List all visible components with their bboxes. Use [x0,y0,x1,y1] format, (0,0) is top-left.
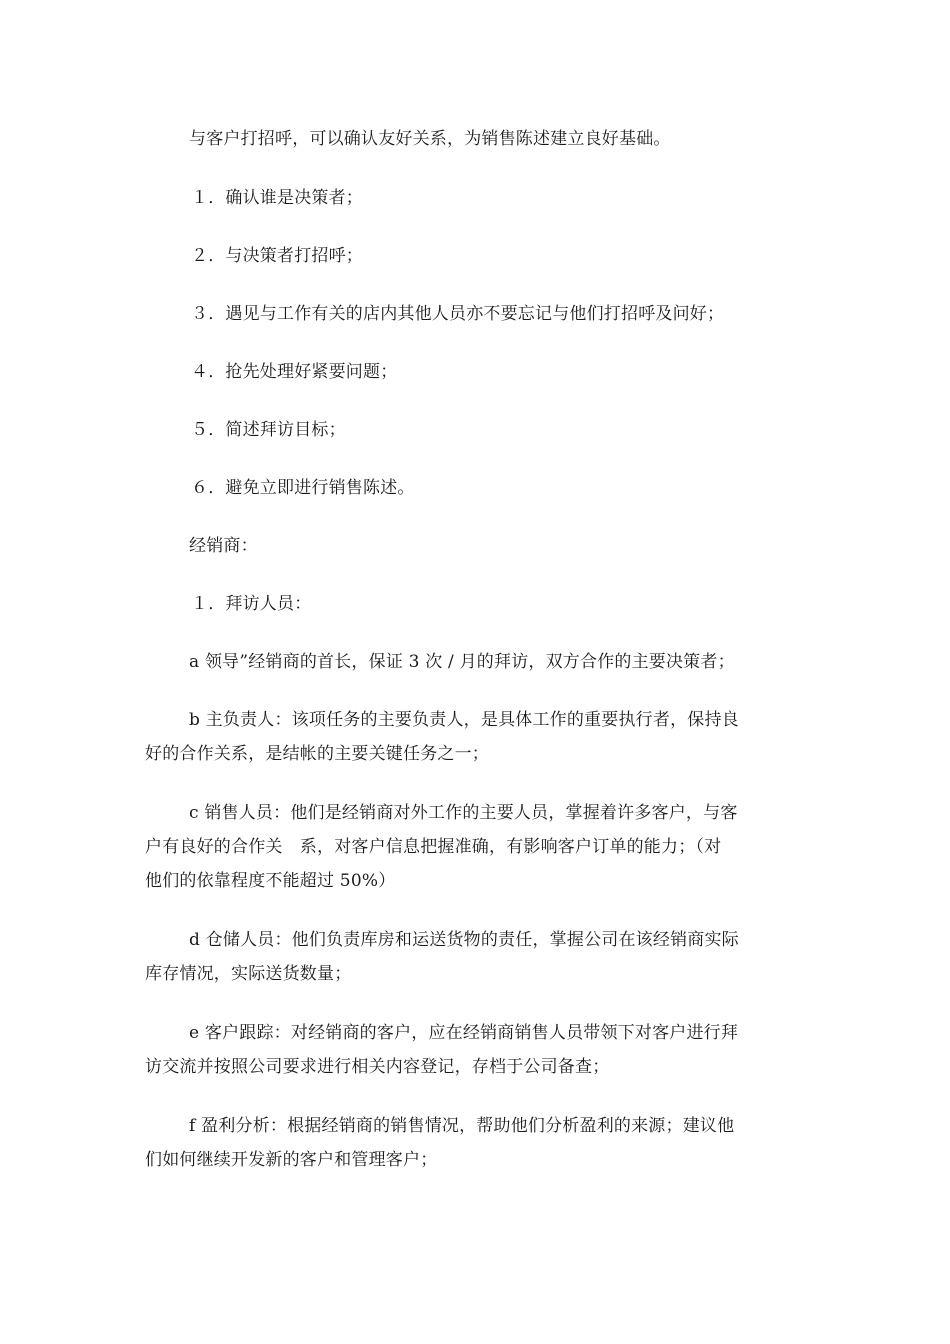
step-3: ３．遇见与工作有关的店内其他人员亦不要忘记与他们打招呼及问好； [191,304,725,324]
item-f-line-1: f 盈利分析：根据经销商的销售情况，帮助他们分析盈利的来源；建议他 [189,1116,735,1136]
item-e-line-2: 访交流并按照公司要求进行相关内容登记，存档于公司备查； [145,1057,610,1077]
item-c-line-1: c 销售人员：他们是经销商对外工作的主要人员，掌握着许多客户，与客 [189,803,738,823]
dealer-item-1: １．拜访人员： [191,594,312,614]
item-c-line-3: 他们的依靠程度不能超过 50%） [145,871,396,891]
item-b-line-2: 好的合作关系，是结帐的主要关键任务之一； [145,744,489,764]
step-6: ６．避免立即进行销售陈述。 [191,478,415,498]
step-5: ５．简述拜访目标； [191,420,346,440]
step-2: ２．与决策者打招呼； [191,246,363,266]
item-e-line-1: e 客户跟踪：对经销商的客户，应在经销商销售人员带领下对客户进行拜 [189,1023,739,1043]
item-a: a 领导”经销商的首长，保证 3 次 / 月的拜访，双方合作的主要决策者； [189,652,735,672]
item-b-line-1: b 主负责人：该项任务的主要负责人，是具体工作的重要执行者，保持良 [189,710,739,730]
intro-paragraph: 与客户打招呼，可以确认友好关系，为销售陈述建立良好基础。 [189,129,671,149]
item-c-line-2: 户有良好的合作关 系，对客户信息把握准确，有影响客户订单的能力；（对 [145,837,722,857]
item-d-line-2: 库存情况，实际送货数量； [145,964,352,984]
step-1: １．确认谁是决策者； [191,188,363,208]
item-d-line-1: d 仓储人员：他们负责库房和运送货物的责任，掌握公司在该经销商实际 [189,930,739,950]
item-f-line-2: 们如何继续开发新的客户和管理客户； [145,1150,438,1170]
dealer-heading: 经销商： [189,536,258,556]
step-4: ４．抢先处理好紧要问题； [191,362,398,382]
